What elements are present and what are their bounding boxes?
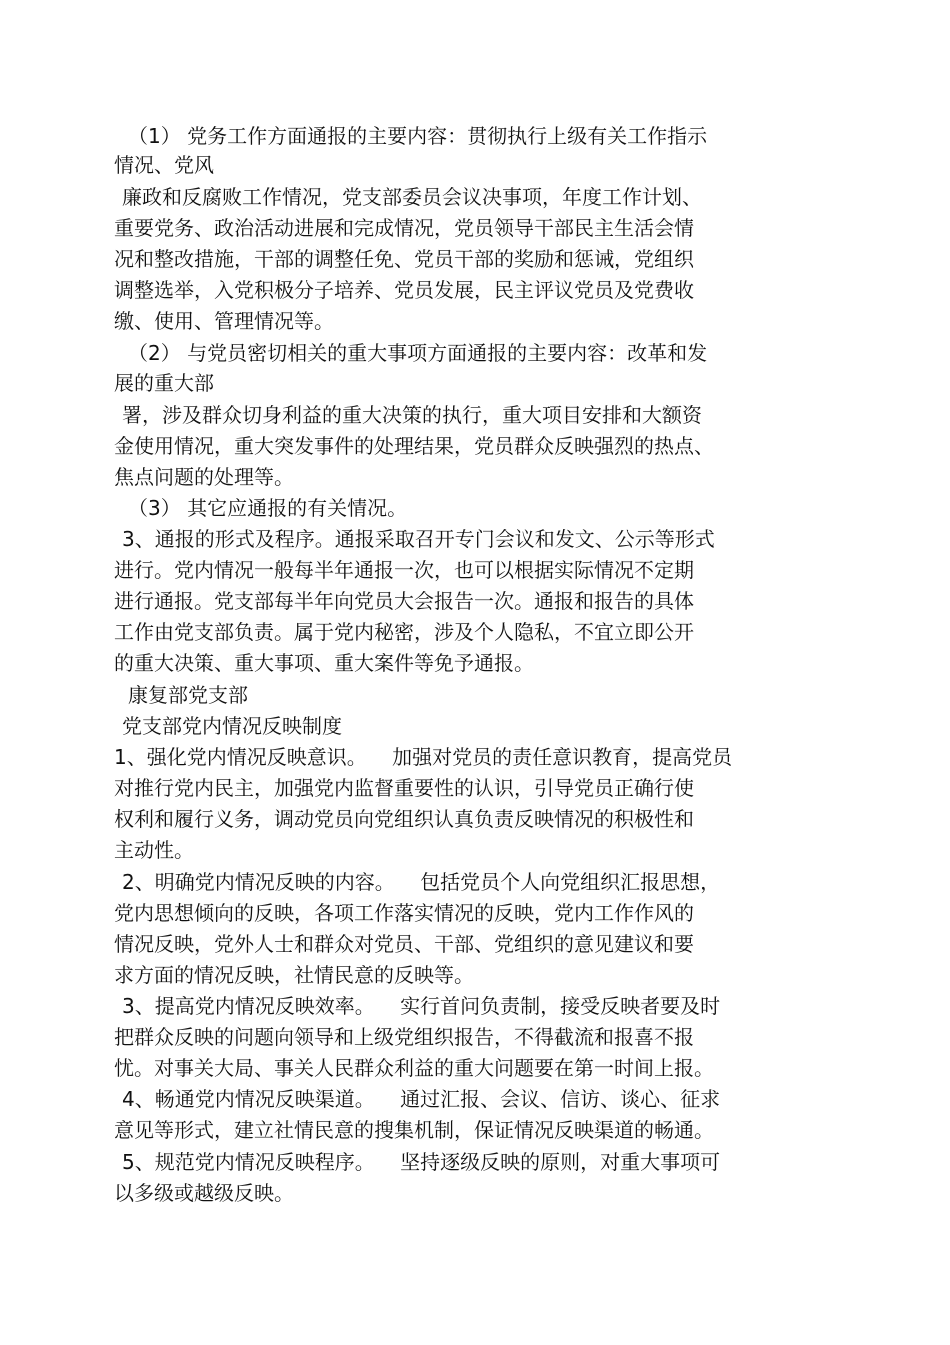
text-line: 以多级或越级反映。 (114, 1181, 294, 1205)
text-line: 情况、党风 (114, 153, 214, 177)
text-line: 况和整改措施，干部的调整任免、党员干部的奖励和惩诫，党组织 (114, 247, 694, 271)
text-line: 金使用情况，重大突发事件的处理结果，党员群众反映强烈的热点、 (114, 434, 714, 458)
text-line: 署，涉及群众切身利益的重大决策的执行，重大项目安排和大额资 (122, 403, 702, 427)
text-line: 5、规范党内情况反映程序。 坚持逐级反映的原则，对重大事项可 (122, 1150, 721, 1174)
text-line: 忧。对事关大局、事关人民群众利益的重大问题要在第一时间上报。 (114, 1056, 714, 1080)
text-line: 焦点问题的处理等。 (114, 465, 294, 489)
text-line: 主动性。 (114, 838, 194, 862)
text-line: 求方面的情况反映，社情民意的反映等。 (114, 963, 474, 987)
text-line: 4、畅通党内情况反映渠道。 通过汇报、会议、信访、谈心、征求 (122, 1087, 721, 1111)
text-line: 廉政和反腐败工作情况，党支部委员会议决事项，年度工作计划、 (122, 185, 702, 209)
text-line: 康复部党支部 (128, 683, 248, 707)
text-line: 情况反映，党外人士和群众对党员、干部、党组织的意见建议和要 (114, 932, 694, 956)
text-line: 权利和履行义务，调动党员向党组织认真负责反映情况的积极性和 (114, 807, 694, 831)
text-line: 进行。党内情况一般每半年通报一次，也可以根据实际情况不定期 (114, 558, 694, 582)
text-line: 工作由党支部负责。属于党内秘密，涉及个人隐私，不宜立即公开 (114, 620, 694, 644)
text-line: 党内思想倾向的反映，各项工作落实情况的反映，党内工作作风的 (114, 901, 694, 925)
text-line: 的重大决策、重大事项、重大案件等免予通报。 (114, 651, 534, 675)
text-line: 进行通报。党支部每半年向党员大会报告一次。通报和报告的具体 (114, 589, 694, 613)
text-line: 缴、使用、管理情况等。 (114, 309, 334, 333)
text-line: 对推行党内民主，加强党内监督重要性的认识，引导党员正确行使 (114, 776, 694, 800)
text-line: 3、通报的形式及程序。通报采取召开专门会议和发文、公示等形式 (122, 527, 715, 551)
text-line: 党支部党内情况反映制度 (122, 714, 342, 738)
text-line: 1、强化党内情况反映意识。 加强对党员的责任意识教育，提高党员 (114, 745, 733, 769)
text-line: 重要党务、政治活动进展和完成情况，党员领导干部民主生活会情 (114, 216, 694, 240)
text-line: 展的重大部 (114, 371, 214, 395)
text-line: 意见等形式，建立社情民意的搜集机制，保证情况反映渠道的畅通。 (114, 1118, 714, 1142)
text-line: 调整选举，入党积极分子培养、党员发展，民主评议党员及党费收 (114, 278, 694, 302)
text-line: 3、提高党内情况反映效率。 实行首问负责制，接受反映者要及时 (122, 994, 721, 1018)
text-line: 把群众反映的问题向领导和上级党组织报告，不得截流和报喜不报 (114, 1025, 694, 1049)
text-line: （2） 与党员密切相关的重大事项方面通报的主要内容：改革和发 (128, 341, 708, 365)
text-line: （1） 党务工作方面通报的主要内容：贯彻执行上级有关工作指示 (128, 124, 708, 148)
text-line: 2、明确党内情况反映的内容。 包括党员个人向党组织汇报思想， (122, 870, 721, 894)
text-line: （3） 其它应通报的有关情况。 (128, 496, 408, 520)
